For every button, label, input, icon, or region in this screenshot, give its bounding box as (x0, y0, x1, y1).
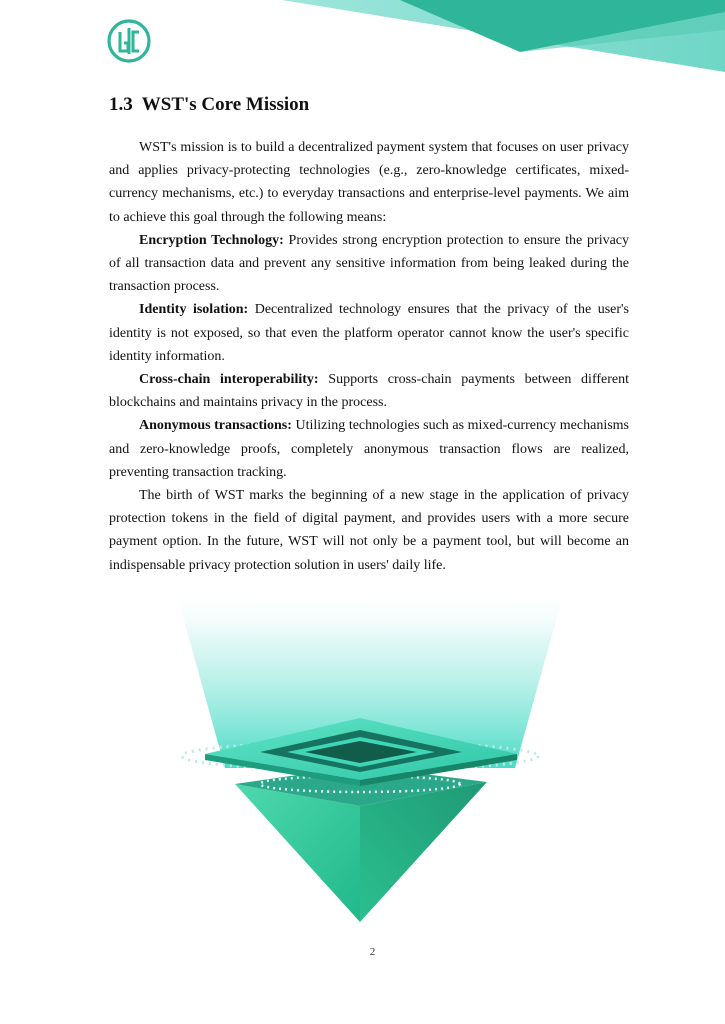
paragraph-text: Utilizing technologies such as mixed-currency mechanisms and zero-knowledge proofs, completely anonymous transaction flows are realized, preventing transaction tracking. (109, 418, 629, 480)
paragraph-lead: Encryption Technology: (139, 232, 284, 248)
green-pyramid-platform-illustration (175, 588, 565, 928)
paragraph-text: Supports cross-chain payments between different blockchains and maintains privacy in the process. (109, 372, 629, 411)
gtc-circle-logo-icon (106, 18, 152, 64)
paragraph-anonymous (109, 414, 629, 484)
paragraph-lead: Cross-chain interoperability: (139, 372, 319, 388)
paragraph-lead: Identity isolation: (139, 302, 249, 318)
paragraph-identity (109, 298, 629, 368)
paragraph-text: The birth of WST marks the beginning of a new stage in the application of privacy protection tokens in the field of digital payment, and provides users with a more secure payment option. In the future, WST will not only be a payment tool, but will become an indispensable privacy protection solution in users' daily life. (109, 488, 629, 573)
paragraph-intro (109, 136, 629, 229)
section-number: 1.3 (109, 94, 133, 115)
paragraph-cross-chain (109, 368, 629, 414)
page-number: 2 (369, 946, 376, 958)
paragraph-conclusion (109, 484, 629, 577)
paragraph-text: Decentralized technology ensures that the privacy of the user's identity is not exposed, so that even the platform operator cannot know the user's specific identity information. (109, 302, 629, 364)
section-heading (109, 94, 309, 116)
paragraph-text: Provides strong encryption protection to ensure the privacy of all transaction data and prevent any sensitive information from being leaked during the transaction process. (109, 232, 630, 295)
paragraph-encryption (109, 229, 629, 299)
body-text (109, 136, 629, 577)
paragraph-text: WST's mission is to build a decentralized payment system that focuses on user privacy and applies privacy-protecting technologies (e.g., zero-knowledge certificates, mixed-currency mechanisms, etc.) to everyday transactions and enterprise-level payments. We aim to achieve this goal through the following means: (109, 140, 629, 225)
paragraph-lead: Anonymous transactions: (139, 418, 292, 434)
section-title-text: WST's Core Mission (141, 94, 310, 115)
